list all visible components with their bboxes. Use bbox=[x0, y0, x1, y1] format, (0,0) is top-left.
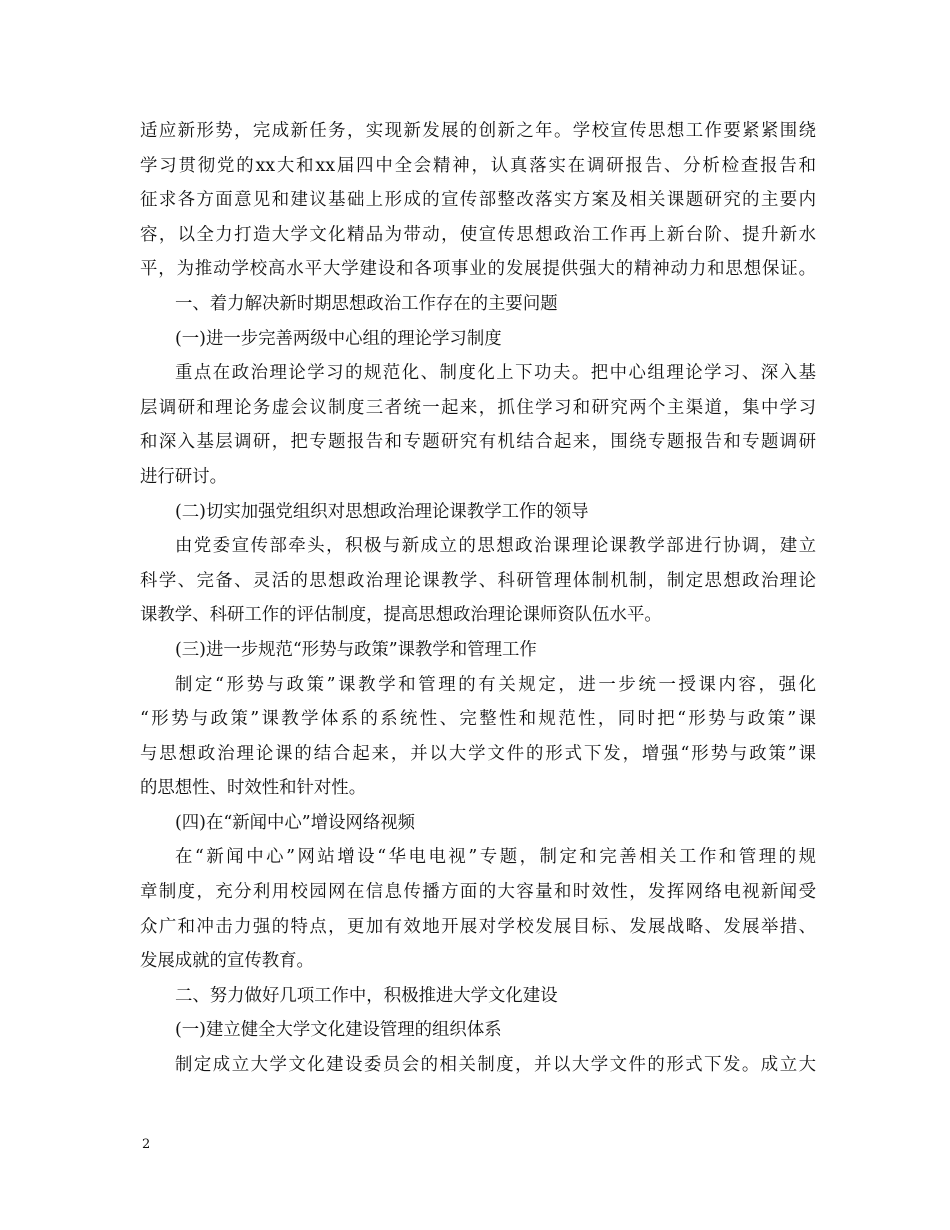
subsection-heading: (二)切实加强党组织对思想政治理论课教学工作的领导 bbox=[175, 501, 589, 522]
paragraph-line: “形势与政策”课教学体系的系统性、完整性和规范性，同时把“形势与政策”课 bbox=[140, 709, 816, 730]
paragraph-line: 和深入基层调研，把专题报告和专题研究有机结合起来，围绕专题报告和专题调研 bbox=[140, 432, 816, 453]
body-text bbox=[140, 114, 816, 1083]
paragraph-line: 发展成就的宣传教育。 bbox=[140, 951, 314, 972]
paragraph-line: 课教学、科研工作的评估制度，提高思想政治理论课师资队伍水平。 bbox=[140, 605, 662, 626]
section-heading: 一、着力解决新时期思想政治工作存在的主要问题 bbox=[175, 293, 558, 314]
subsection-heading: (四)在“新闻中心”增设网络视频 bbox=[175, 812, 416, 833]
paragraph-line: 章制度，充分利用校园网在信息传播方面的大容量和时效性，发挥网络电视新闻受 bbox=[140, 882, 816, 903]
paragraph-line: 适应新形势，完成新任务，实现新发展的创新之年。学校宣传思想工作要紧紧围绕 bbox=[140, 121, 816, 141]
section-heading: 二、努力做好几项工作中，积极推进大学文化建设 bbox=[175, 985, 558, 1006]
paragraph-line: 学习贯彻党的xx大和xx届四中全会精神，认真落实在调研报告、分析检查报告和 bbox=[140, 155, 816, 176]
paragraph-line: 制定“形势与政策”课教学和管理的有关规定，进一步统一授课内容，强化 bbox=[175, 674, 816, 695]
paragraph-line: 容，以全力打造大学文化精品为带动，使宣传思想政治工作再上新台阶、提升新水 bbox=[140, 224, 816, 245]
paragraph-line: 进行研讨。 bbox=[140, 466, 227, 487]
paragraph-line: 平，为推动学校高水平大学建设和各项事业的发展提供强大的精神动力和思想保证。 bbox=[140, 259, 816, 280]
paragraph-line: 与思想政治理论课的结合起来，并以大学文件的形式下发，增强“形势与政策”课 bbox=[140, 743, 816, 764]
paragraph-line: 在“新闻中心”网站增设“华电电视”专题，制定和完善相关工作和管理的规 bbox=[175, 847, 816, 868]
paragraph-line: 重点在政治理论学习的规范化、制度化上下功夫。把中心组理论学习、深入基 bbox=[175, 363, 816, 384]
subsection-heading: (三)进一步规范“形势与政策”课教学和管理工作 bbox=[175, 639, 537, 660]
paragraph-line: 征求各方面意见和建议基础上形成的宣传部整改落实方案及相关课题研究的主要内 bbox=[140, 190, 816, 211]
paragraph-line: 的思想性、时效性和针对性。 bbox=[140, 778, 367, 799]
page-number: 2 bbox=[142, 1137, 151, 1152]
paragraph-line: 科学、完备、灵活的思想政治理论课教学、科研管理体制机制，制定思想政治理论 bbox=[140, 570, 816, 591]
paragraph-line: 众广和冲击力强的特点，更加有效地开展对学校发展目标、发展战略、发展举措、 bbox=[140, 916, 816, 937]
paragraph-line: 由党委宣传部牵头，积极与新成立的思想政治课理论课教学部进行协调，建立 bbox=[175, 536, 816, 557]
paragraph-line: 层调研和理论务虚会议制度三者统一起来，抓住学习和研究两个主渠道，集中学习 bbox=[140, 397, 816, 418]
subsection-heading: (一)进一步完善两级中心组的理论学习制度 bbox=[175, 328, 502, 349]
subsection-heading: (一)建立健全大学文化建设管理的组织体系 bbox=[175, 1020, 502, 1041]
paragraph-line: 制定成立大学文化建设委员会的相关制度，并以大学文件的形式下发。成立大 bbox=[175, 1055, 816, 1076]
